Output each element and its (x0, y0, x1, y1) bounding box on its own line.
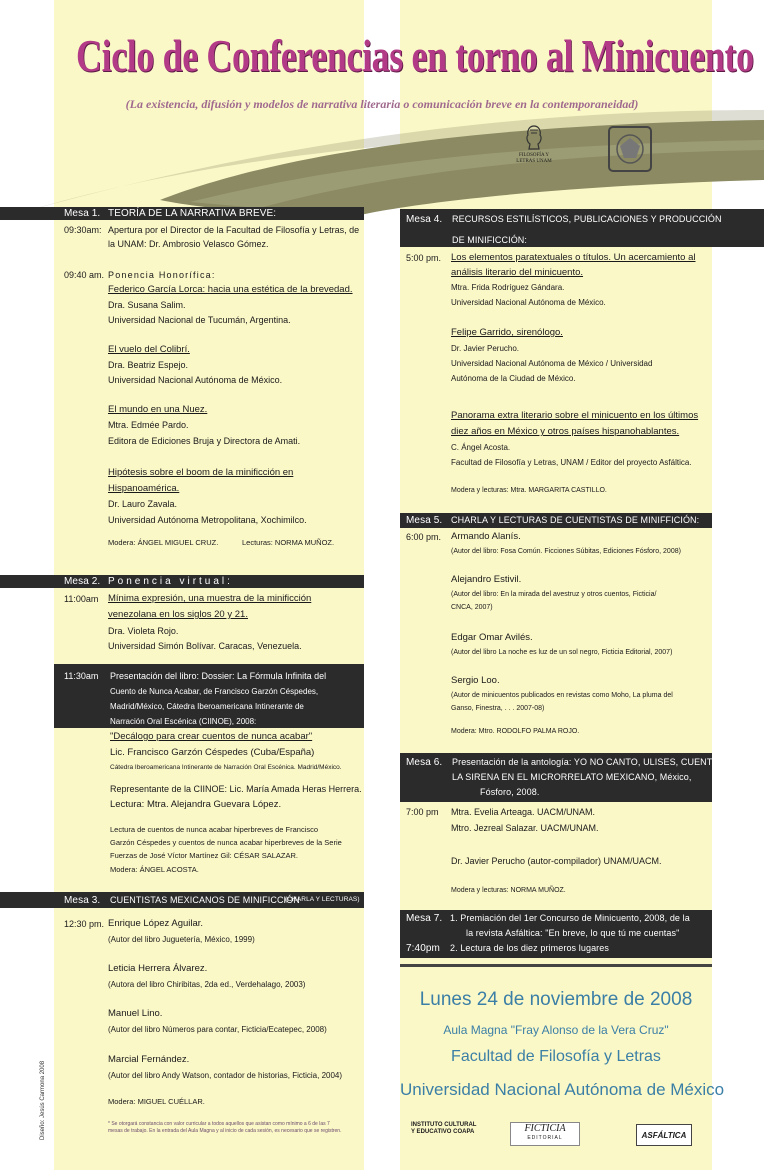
mesa7-time: 7:40pm (406, 943, 440, 954)
mesa1-opening-a: Apertura por el Director de la Facultad de Filosofía y Letras, de (108, 225, 360, 235)
mesa7-l2: la revista Asfáltica: "En breve, lo que tú me cuentas" (466, 928, 680, 938)
presentacion-l12: Fuerzas de José Víctor Martínez Gil: CÉSAR SALAZAR. (110, 851, 298, 860)
event-date: Lunes 24 de noviembre de 2008 (419, 989, 693, 1010)
mesa1-title: TEORÍA DE LA NARRATIVA BREVE: (108, 208, 277, 219)
mesa5-moderator: Modera: Mtro. RODOLFO PALMA ROJO. (451, 728, 580, 735)
mesa6-moderator: Modera y lecturas: NORMA MUÑOZ. (451, 887, 566, 894)
mesa4-p2d: Autónoma de la Ciudad de México. (451, 374, 576, 383)
mesa2-title: Ponencia virtual: (108, 576, 233, 587)
presentacion-l13: Modera: ÁNGEL ACOSTA. (110, 865, 199, 874)
mesa7-divider (400, 964, 712, 967)
mesa4-moderator: Modera y lecturas: Mtra. MARGARITA CASTILLO. (451, 487, 607, 494)
mesa3-title-small: (CHARLA Y LECTURAS) (285, 896, 360, 903)
mesa1-p4-affil: Universidad Autónoma Metropolitana, Xochimilco. (108, 515, 307, 525)
mesa1-readings: Lecturas: NORMA MUÑOZ. (242, 538, 335, 547)
sponsor-asfaltica-name: ASFÁLTICA (641, 1131, 687, 1140)
mesa6-l3: Fósforo, 2008. (480, 787, 540, 797)
mesa4-label: Mesa 4. (406, 214, 443, 225)
design-credit: Diseño: Jesús Carmona 2008 (40, 1060, 46, 1140)
mesa5-a3: Edgar Omar Avilés. (451, 632, 533, 643)
minerva-icon (523, 124, 545, 150)
sponsor-ficticia-sub: EDITORIAL (527, 1135, 563, 1141)
mesa4-p2c: Universidad Nacional Autónoma de México / Universidad (451, 359, 653, 368)
mesa7-l3: 2. Lectura de los diez primeros lugares (450, 943, 609, 953)
presentacion-l2: Cuento de Nunca Acabar, de Francisco Garzón Céspedes, (110, 687, 319, 696)
mesa5-a2b: (Autor del libro: En la mirada del avestruz y otros cuentos, Ficticia/ (451, 591, 657, 598)
mesa4-p3a: Panorama extra literario sobre el minicuento en los últimos (451, 410, 699, 421)
mesa1-label: Mesa 1. (64, 208, 101, 219)
mesa7-label: Mesa 7. (406, 913, 443, 924)
presentacion-l1: Presentación del libro: Dossier: La Fórmula Infinita del (110, 671, 327, 681)
mesa5-a1: Armando Alanís. (451, 531, 521, 542)
mesa4-time: 5:00 pm. (406, 253, 442, 263)
mesa1-p4-author: Dr. Lauro Zavala. (108, 499, 178, 509)
mesa5-label: Mesa 5. (406, 515, 443, 526)
mesa1-opening-b: la UNAM: Dr. Ambrosio Velasco Gómez. (108, 239, 269, 249)
mesa3-a2: Leticia Herrera Álvarez. (108, 963, 208, 974)
mesa3-a2b: (Autora del libro Chiribitas, 2da ed., Verdehalago, 2003) (108, 980, 306, 989)
mesa4-p2b: Dr. Javier Perucho. (451, 344, 520, 353)
presentacion-l8: Representante de la CIINOE: Lic. María Amada Heras Herrera. (110, 784, 362, 794)
mesa3-a4: Marcial Fernández. (108, 1054, 190, 1065)
sponsor-asfaltica (636, 1124, 692, 1146)
event-place: Aula Magna "Fray Alonso de la Vera Cruz" (443, 1023, 669, 1037)
presentacion-l5: "Decálogo para crear cuentos de nunca acabar" (110, 731, 313, 742)
mesa5-header (400, 513, 712, 528)
mesa2-title-b: venezolana en los siglos 20 y 21. (108, 609, 248, 620)
mesa5-time: 6:00 pm. (406, 532, 442, 542)
mesa4-header (400, 209, 764, 247)
mesa7-l1: 1. Premiación del 1er Concurso de Minicuento, 2008, de la (450, 913, 690, 923)
mesa5-a2c: CNCA, 2007) (451, 604, 493, 611)
mesa1-ponencia: Ponencia Honorífica: (108, 270, 216, 280)
presentacion-l7: Cátedra Iberoamericana Intinerante de Narración Oral Escénica. Madrid/México. (110, 764, 342, 771)
mesa3-a4b: (Autor del libro Andy Watson, contador de historias, Ficticia, 2004) (108, 1071, 343, 1080)
mesa4-p3c: C. Ángel Acosta. (451, 443, 511, 452)
presentacion-l9: Lectura: Mtra. Alejandra Guevara López. (110, 799, 282, 810)
mesa1-p2-title: El vuelo del Colibrí. (108, 344, 190, 355)
sponsor-ficticia-name: FICTICIA (524, 1123, 566, 1134)
mesa4-p3b: diez años en México y otros países hispanohablantes. (451, 426, 680, 437)
mesa6-a3: Dr. Javier Perucho (autor-compilador) UNAM/UACM. (451, 856, 662, 866)
presentacion-time: 11:30am (64, 671, 99, 681)
mesa1-p1-affil: Universidad Nacional de Tucumán, Argentina. (108, 315, 291, 325)
presentacion-l11: Garzón Céspedes y cuentos de nunca acabar hiperbreves de la Serie (110, 838, 342, 847)
presentacion-l6: Lic. Francisco Garzón Céspedes (Cuba/España) (110, 747, 315, 758)
mesa4-title-a: RECURSOS ESTILÍSTICOS, PUBLICACIONES Y PRODUCCIÓN (452, 214, 722, 224)
mesa1-time2: 09:40 am. (64, 270, 105, 280)
mesa1-p1-title: Federico García Lorca: hacia una estética de la brevedad. (108, 284, 353, 295)
mesa1-p2-author: Dra. Beatriz Espejo. (108, 360, 189, 370)
page-subtitle: (La existencia, difusión y modelos de narrativa literaria o comunicación breve en la contemporaneidad) (125, 97, 639, 111)
mesa3-header (0, 892, 364, 908)
ffl-logo-text: FILOSOFÍA Y LETRAS UNAM (516, 153, 552, 164)
mesa3-label: Mesa 3. (64, 895, 101, 906)
sponsor-ficticia (510, 1122, 580, 1146)
mesa2-title-a: Mínima expresión, una muestra de la minificción (108, 593, 312, 604)
mesa1-time1: 09:30am: (64, 225, 102, 235)
mesa4-p1d: Universidad Nacional Autónoma de México. (451, 298, 606, 307)
mesa1-p3-affil: Editora de Ediciones Bruja y Directora de Amati. (108, 436, 301, 446)
mesa3-a1: Enrique López Aguilar. (108, 918, 204, 929)
mesa3-a3: Manuel Lino. (108, 1008, 163, 1019)
unam-seal-icon (606, 124, 654, 174)
mesa4-title-b: DE MINIFICCIÓN: (452, 235, 527, 245)
mesa1-p2-affil: Universidad Nacional Autónoma de México. (108, 375, 283, 385)
presentacion-l3: Madrid/México, Cátedra Iberoamericana Intinerante de (110, 702, 304, 711)
mesa6-a2: Mtro. Jezreal Salazar. UACM/UNAM. (451, 823, 599, 833)
mesa4-p3d: Facultad de Filosofía y Letras, UNAM / Editor del proyecto Asfáltica. (451, 458, 692, 467)
mesa6-label: Mesa 6. (406, 757, 443, 768)
page-title: Ciclo de Conferencias en torno al Minicuento (76, 31, 754, 81)
mesa3-title: CUENTISTAS MEXICANOS DE MINIFICCIÓN (110, 895, 300, 905)
mesa5-a2: Alejandro Estivil. (451, 574, 522, 585)
mesa4-p1a: Los elementos paratextuales o títulos. Un acercamiento al (451, 252, 696, 263)
mesa1-p3-title: El mundo en una Nuez. (108, 404, 208, 415)
mesa3-a1b: (Autor del libro Juguetería, México, 1999) (108, 935, 255, 944)
mesa4-p2a: Felipe Garrido, sirenólogo. (451, 327, 563, 338)
presentacion-l4: Narración Oral Escénica (CIINOE), 2008: (110, 717, 257, 726)
mesa1-p4-title-b: Hispanoamérica. (108, 483, 180, 494)
mesa5-title: CHARLA Y LECTURAS DE CUENTISTAS DE MINIFFICIÓN: (451, 515, 700, 525)
mesa5-a4c: Ganso, Finestra, . . . 2007-08) (451, 705, 545, 712)
mesa6-l2: LA SIRENA EN EL MICRORRELATO MEXICANO, México, (452, 772, 692, 782)
mesa2-affil: Universidad Simón Bolívar. Caracas, Venezuela. (108, 641, 302, 651)
mesa3-moderator: Modera: MIGUEL CUÉLLAR. (108, 1097, 205, 1106)
mesa1-p3-author: Mtra. Edmée Pardo. (108, 420, 189, 430)
event-faculty: Facultad de Filosofía y Letras (451, 1048, 661, 1065)
ffl-logo (514, 124, 554, 165)
presentacion-l10: Lectura de cuentos de nunca acabar hiperbreves de Francisco (110, 825, 319, 834)
mesa3-time: 12:30 pm. (64, 919, 105, 929)
mesa5-a1b: (Autor del libro: Fosa Común. Ficciones Súbitas, Ediciones Fósforo, 2008) (451, 548, 681, 555)
mesa5-a3b: (Autor del libro La noche es luz de un sol negro, Ficticia Editorial, 2007) (451, 649, 673, 656)
mesa3-note1: * Se otorgará constancia con valor curricular a todos aquellos que asistan como mínimo a 6 de las 7 (108, 1121, 330, 1127)
mesa1-p4-title-a: Hipótesis sobre el boom de la minificción en (108, 467, 294, 478)
mesa2-header (0, 575, 364, 588)
mesa6-a1: Mtra. Evelia Arteaga. UACM/UNAM. (451, 807, 596, 817)
mesa3-a3b: (Autor del libro Números para contar, Ficticia/Ecatepec, 2008) (108, 1025, 327, 1034)
event-university: Universidad Nacional Autónoma de México (400, 1080, 725, 1099)
mesa3-note2: mesas de trabajo. En la entrada del Aula Magna y al inicio de cada sesión, es necesario que se registren. (108, 1128, 342, 1134)
mesa6-l1: Presentación de la antología: YO NO CANTO, ULISES, CUENTO. (452, 757, 722, 767)
mesa5-a4: Sergio Loo. (451, 675, 500, 686)
mesa2-time: 11:00am (64, 594, 99, 604)
mesa1-moderator: Modera: ÁNGEL MIGUEL CRUZ. (108, 538, 219, 547)
mesa1-header (0, 207, 364, 220)
mesa4-p1c: Mtra. Frida Rodríguez Gándara. (451, 283, 565, 292)
mesa7-header (400, 910, 712, 958)
mesa2-label: Mesa 2. (64, 576, 101, 587)
mesa5-a4b: (Autor de minicuentos publicados en revistas como Moho, La pluma del (451, 692, 673, 699)
sponsor-icec: INSTITUTO CULTURAL Y EDUCATIVO COAPA (411, 1122, 477, 1135)
mesa4-p1b: análisis literario del minicuento. (451, 267, 584, 278)
mesa2-author: Dra. Violeta Rojo. (108, 626, 179, 636)
mesa6-header (400, 753, 722, 802)
mesa6-time: 7:00 pm (406, 807, 439, 817)
mesa1-p1-author: Dra. Susana Salim. (108, 300, 186, 310)
